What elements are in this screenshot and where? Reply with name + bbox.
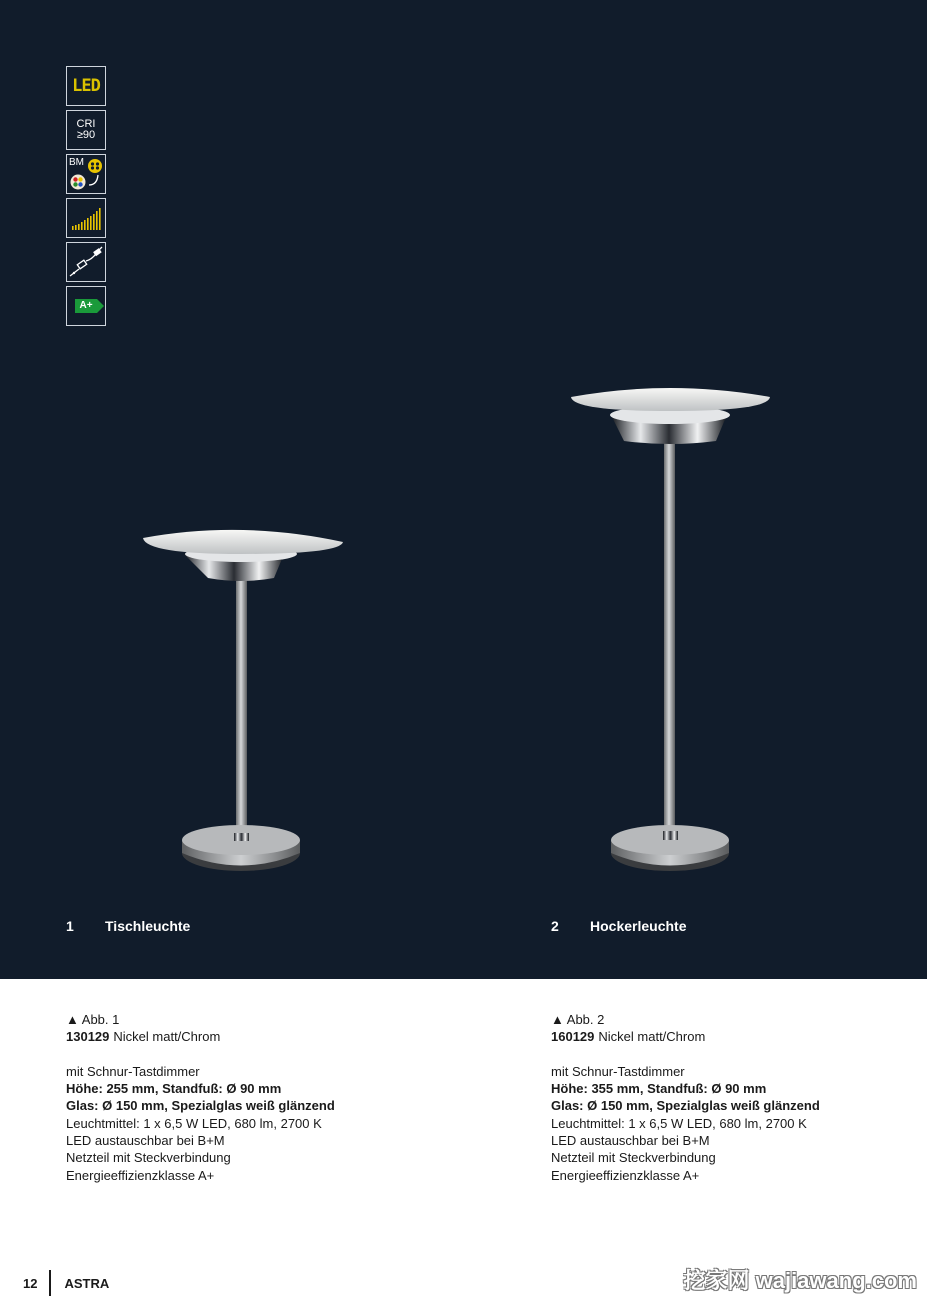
figure-reference: ▲ Abb. 1 <box>66 1012 120 1027</box>
spec-feature: mit Schnur-Tastdimmer <box>551 1063 685 1079</box>
lamp-2-photo <box>568 383 778 878</box>
product-2-number: 2 <box>551 918 559 934</box>
article-finish: Nickel matt/Chrom <box>598 1029 706 1045</box>
article-number: 160129 <box>551 1029 595 1045</box>
bm-color-icon: BM <box>66 154 106 194</box>
feature-icons <box>66 66 106 330</box>
triangle-up-icon: ▲ <box>551 1012 564 1027</box>
energy-class-icon: A+ <box>66 286 106 326</box>
article-number: 130129 <box>66 1029 110 1045</box>
triangle-up-icon: ▲ <box>66 1012 79 1027</box>
spec-power-supply: Netzteil mit Steckverbindung <box>551 1150 716 1166</box>
cord-switch-icon <box>66 242 106 282</box>
product-2-specs <box>551 1011 881 1184</box>
page-number: 12 <box>23 1275 38 1291</box>
spec-bulb: Leuchtmittel: 1 x 6,5 W LED, 680 lm, 2700 K <box>66 1115 322 1131</box>
article-finish: Nickel matt/Chrom <box>113 1029 221 1045</box>
dimmer-steps-icon <box>66 198 106 238</box>
collection-name: ASTRA <box>64 1275 110 1291</box>
spec-glass: Glas: Ø 150 mm, Spezialglas weiß glänzend <box>551 1098 820 1114</box>
spec-replaceable: LED austauschbar bei B+M <box>66 1133 225 1149</box>
spec-energy: Energieeffizienzklasse A+ <box>551 1167 700 1183</box>
product-2-name: Hockerleuchte <box>590 918 687 934</box>
product-1-name: Tischleuchte <box>105 918 191 934</box>
product-1-specs <box>66 1011 396 1184</box>
article-line <box>551 1028 881 1045</box>
spec-glass: Glas: Ø 150 mm, Spezialglas weiß glänzend <box>66 1098 335 1114</box>
spec-dimensions: Höhe: 255 mm, Standfuß: Ø 90 mm <box>66 1081 282 1097</box>
spec-energy: Energieeffizienzklasse A+ <box>66 1167 215 1183</box>
spec-replaceable: LED austauschbar bei B+M <box>551 1133 710 1149</box>
spec-bulb: Leuchtmittel: 1 x 6,5 W LED, 680 lm, 2700 K <box>551 1115 807 1131</box>
led-icon: LED <box>66 66 106 106</box>
footer-divider <box>49 1270 51 1296</box>
figure-reference: ▲ Abb. 2 <box>551 1012 605 1027</box>
article-line <box>66 1028 396 1045</box>
spec-power-supply: Netzteil mit Steckverbindung <box>66 1150 231 1166</box>
watermark: 挖家网 wajiawang.com <box>683 1268 917 1293</box>
lamp-1-photo <box>140 520 350 875</box>
spec-feature: mit Schnur-Tastdimmer <box>66 1063 200 1079</box>
product-1-number: 1 <box>66 918 74 934</box>
spec-dimensions: Höhe: 355 mm, Standfuß: Ø 90 mm <box>551 1081 767 1097</box>
cri-icon: CRI ≥90 <box>66 110 106 150</box>
page-footer <box>23 1270 109 1296</box>
product-1-caption <box>66 918 190 934</box>
product-2-caption <box>551 918 686 934</box>
